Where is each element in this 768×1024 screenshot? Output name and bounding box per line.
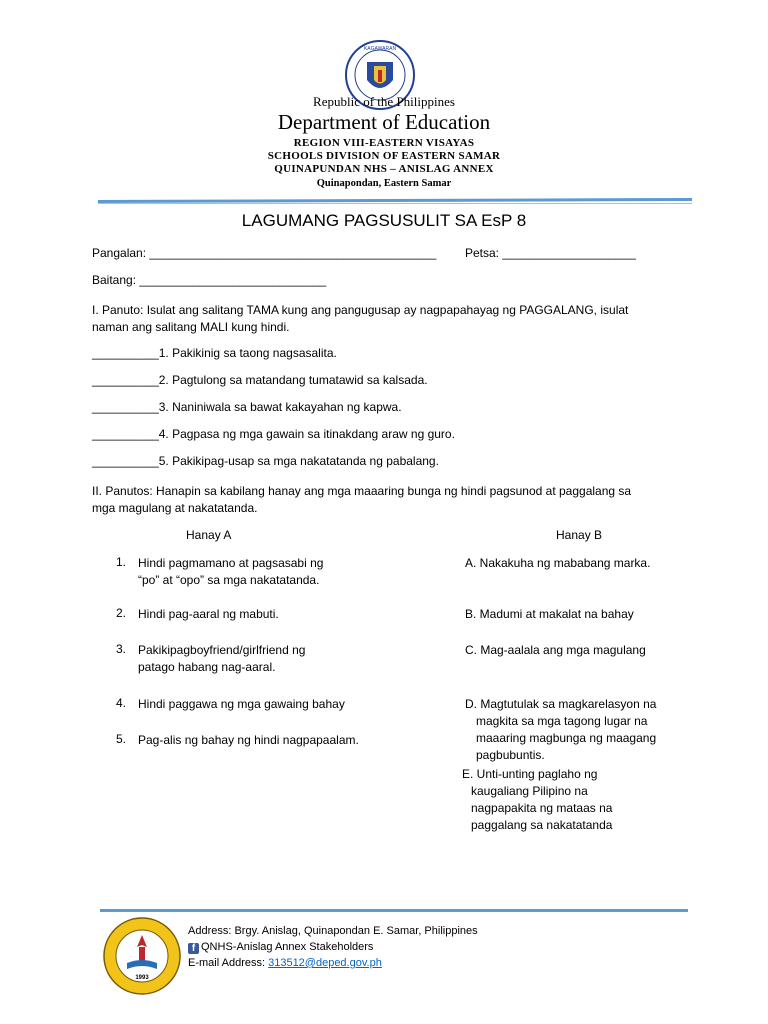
- hanay-b-heading: Hanay B: [556, 528, 603, 542]
- hanay-a-item: [138, 696, 378, 713]
- petsa-field[interactable]: Petsa: ____________________: [465, 246, 636, 260]
- hanay-a-line: Pakikipagboyfriend/girlfriend ng: [138, 643, 306, 657]
- hanay-a-heading: Hanay A: [186, 528, 232, 542]
- hanay-a-line: Hindi pag-aaral ng mabuti.: [138, 607, 279, 621]
- part1-instruction: [92, 302, 682, 336]
- part1-instruction-line: naman ang salitang MALI kung hindi.: [92, 320, 290, 334]
- hanay-b-item: [465, 642, 705, 659]
- hanay-b-line: pagbubuntis.: [476, 748, 545, 762]
- part1-item[interactable]: __________2. Pagtulong sa matandang tumatawid sa kalsada.: [92, 373, 428, 387]
- hanay-a-item: [138, 555, 378, 589]
- svg-text:KAGAWARAN: KAGAWARAN: [363, 46, 397, 52]
- footer-email: [188, 957, 382, 969]
- location-heading: Quinapondan, Eastern Samar: [316, 178, 452, 189]
- baitang-field[interactable]: Baitang: ____________________________: [92, 273, 327, 287]
- hanay-b-line: maaaring magbunga ng maagang: [476, 731, 657, 745]
- hanay-b-line: E. Unti-unting paglaho ng: [462, 767, 598, 781]
- hanay-a-line: patago habang nag-aaral.: [138, 660, 276, 674]
- footer-facebook[interactable]: [188, 941, 373, 954]
- division-heading: SCHOOLS DIVISION OF EASTERN SAMAR: [267, 150, 501, 162]
- hanay-b-item: [462, 766, 702, 834]
- region-heading: REGION VIII-EASTERN VISAYAS: [293, 137, 475, 149]
- hanay-b-line: A. Nakakuha ng mababang marka.: [465, 556, 651, 570]
- footer-divider: [100, 909, 688, 912]
- part1-item[interactable]: __________3. Naniniwala sa bawat kakayahan ng kapwa.: [92, 400, 402, 414]
- hanay-a-line: Hindi paggawa ng mga gawaing bahay: [138, 697, 345, 711]
- hanay-b-line: magkita sa mga tagong lugar na: [476, 714, 648, 728]
- footer-address: Address: Brgy. Anislag, Quinapondan E. Samar, Philippines: [188, 925, 478, 937]
- hanay-a-number: 1.: [116, 555, 127, 569]
- hanay-b-line: nagpapakita ng mataas na: [471, 801, 613, 815]
- logo-year: 1993: [135, 975, 149, 981]
- school-heading: QUINAPUNDAN NHS – ANISLAG ANNEX: [274, 163, 494, 175]
- hanay-b-item: [465, 606, 705, 623]
- hanay-a-line: Pag-alis ng bahay ng hindi nagpapaalam.: [138, 733, 359, 747]
- hanay-b-line: D. Magtutulak sa magkarelasyon na: [465, 697, 657, 711]
- hanay-a-item: [138, 732, 378, 749]
- hanay-a-item: [138, 606, 378, 623]
- part1-item[interactable]: __________1. Pakikinig sa taong nagsasalita.: [92, 346, 337, 360]
- pangalan-field[interactable]: Pangalan: ___________________________________________: [92, 246, 437, 260]
- header-divider-thin: [98, 203, 692, 204]
- school-logo: [103, 917, 181, 995]
- hanay-a-number: 2.: [116, 606, 127, 620]
- facebook-page-name[interactable]: QNHS-Anislag Annex Stakeholders: [201, 941, 374, 953]
- hanay-a-number: 4.: [116, 696, 127, 710]
- facebook-icon: f: [188, 943, 199, 954]
- hanay-a-item: [138, 642, 378, 676]
- hanay-a-line: Hindi pagmamano at pagsasabi ng: [138, 556, 324, 570]
- part2-instruction: [92, 483, 682, 517]
- hanay-b-item: [465, 696, 705, 764]
- hanay-b-line: kaugaliang Pilipino na: [471, 784, 588, 798]
- email-link[interactable]: 313512@deped.gov.ph: [268, 957, 382, 969]
- department-heading: Department of Education: [277, 110, 491, 134]
- part2-instruction-line: mga magulang at nakatatanda.: [92, 501, 258, 515]
- hanay-b-item: [465, 555, 705, 572]
- part1-item[interactable]: __________4. Pagpasa ng mga gawain sa itinakdang araw ng guro.: [92, 427, 455, 441]
- hanay-a-line: “po” at “opo” sa mga nakatatanda.: [138, 573, 320, 587]
- hanay-b-line: C. Mag-aalala ang mga magulang: [465, 643, 646, 657]
- hanay-b-line: paggalang sa nakatatanda: [471, 818, 613, 832]
- republic-heading: Republic of the Philippines: [313, 94, 455, 109]
- hanay-a-number: 3.: [116, 642, 127, 656]
- email-label: E-mail Address:: [188, 957, 269, 969]
- part1-instruction-line: I. Panuto: Isulat ang salitang TAMA kung ang pangugusap ay nagpapahayag ng PAGGALANG, isulat: [92, 303, 629, 317]
- hanay-a-number: 5.: [116, 732, 127, 746]
- part2-instruction-line: II. Panutos: Hanapin sa kabilang hanay ang mga maaaring bunga ng hindi pagsunod at paggalang sa: [92, 484, 632, 498]
- part1-item[interactable]: __________5. Pakikipag-usap sa mga nakatatanda ng pabalang.: [92, 454, 439, 468]
- exam-title: LAGUMANG PAGSUSULIT SA EsP 8: [241, 211, 527, 230]
- hanay-b-line: B. Madumi at makalat na bahay: [465, 607, 634, 621]
